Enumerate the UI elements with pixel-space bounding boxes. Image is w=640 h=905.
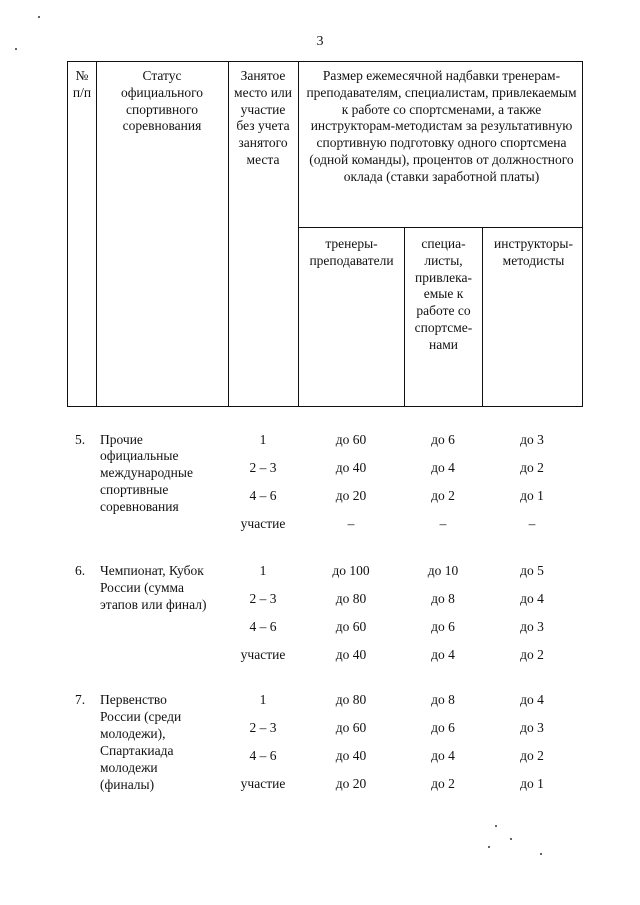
header-specialists: специа-листы, привлека-емые к работе со спортсме-нами bbox=[414, 236, 473, 352]
cell-specialists: до 6 bbox=[431, 619, 455, 634]
row-number: 7. bbox=[75, 692, 86, 707]
row-status: Чемпионат, Кубок bbox=[100, 563, 204, 578]
cell-place: участие bbox=[240, 776, 286, 791]
cell-specialists: до 2 bbox=[431, 776, 455, 791]
cell-trainers: до 40 bbox=[335, 647, 367, 662]
cell-place: 1 bbox=[259, 563, 267, 578]
header-place: Занятое место или участие без учета занятого места bbox=[234, 68, 292, 167]
cell-place: 4 – 6 bbox=[249, 748, 277, 763]
row-divider bbox=[298, 227, 582, 228]
row-status: молодежи), bbox=[100, 726, 166, 741]
row-status: спортивные bbox=[100, 482, 169, 497]
cell-instructors: – bbox=[528, 516, 536, 531]
cell-instructors: до 2 bbox=[520, 460, 544, 475]
cell-trainers: до 40 bbox=[335, 460, 367, 475]
cell-place: 4 – 6 bbox=[249, 619, 277, 634]
cell-instructors: до 1 bbox=[520, 776, 544, 791]
row-status: России (среди bbox=[100, 709, 182, 724]
row-status: молодежи bbox=[100, 760, 158, 775]
cell-instructors: до 5 bbox=[520, 563, 544, 578]
cell-place: 2 – 3 bbox=[249, 591, 277, 606]
row-status: этапов или финал) bbox=[100, 597, 207, 612]
cell-specialists: до 8 bbox=[431, 692, 455, 707]
cell-trainers: до 60 bbox=[335, 432, 367, 447]
cell-trainers: до 60 bbox=[335, 619, 367, 634]
row-status: Прочие bbox=[100, 432, 143, 447]
row-status: международные bbox=[100, 465, 193, 480]
cell-instructors: до 1 bbox=[520, 488, 544, 503]
header-instructors: инструкторы-методисты bbox=[494, 236, 573, 268]
cell-instructors: до 4 bbox=[520, 591, 544, 606]
cell-trainers: до 20 bbox=[335, 488, 367, 503]
row-status: официальные bbox=[100, 448, 179, 463]
row-status: (финалы) bbox=[100, 777, 155, 792]
cell-trainers: до 80 bbox=[335, 692, 367, 707]
row-number: 5. bbox=[75, 432, 86, 447]
cell-place: участие bbox=[240, 647, 286, 662]
cell-specialists: до 6 bbox=[431, 432, 455, 447]
col-divider bbox=[482, 227, 483, 406]
scan-speck bbox=[38, 16, 40, 18]
cell-specialists: до 8 bbox=[431, 591, 455, 606]
cell-specialists: до 10 bbox=[427, 563, 459, 578]
row-number: 6. bbox=[75, 563, 86, 578]
row-status: Спартакиада bbox=[100, 743, 174, 758]
cell-place: 2 – 3 bbox=[249, 460, 277, 475]
scan-speck bbox=[540, 853, 542, 855]
cell-place: 1 bbox=[259, 692, 267, 707]
row-status: России (сумма bbox=[100, 580, 184, 595]
scan-speck bbox=[488, 846, 490, 848]
cell-instructors: до 3 bbox=[520, 619, 544, 634]
cell-trainers: до 80 bbox=[335, 591, 367, 606]
cell-trainers: до 100 bbox=[332, 563, 370, 578]
cell-place: 1 bbox=[259, 432, 267, 447]
cell-trainers: до 60 bbox=[335, 720, 367, 735]
header-size: Размер ежемесячной надбавки тренерам-преподавателям, специалистам, привлекаемым к работе со спортсменами, а также инструкторам-методистам за результативную спортивную подготовку одного спортсмена (одной команды), процентов от должностного оклада (ставки заработной платы) bbox=[306, 68, 577, 184]
cell-instructors: до 4 bbox=[520, 692, 544, 707]
scan-speck bbox=[15, 48, 17, 50]
cell-specialists: – bbox=[439, 516, 447, 531]
cell-trainers: – bbox=[347, 516, 355, 531]
cell-specialists: до 4 bbox=[431, 647, 455, 662]
cell-instructors: до 3 bbox=[520, 720, 544, 735]
col-divider bbox=[96, 62, 97, 406]
table-header bbox=[67, 61, 583, 407]
cell-place: 2 – 3 bbox=[249, 720, 277, 735]
header-trainers: тренеры-преподаватели bbox=[309, 236, 394, 268]
cell-instructors: до 2 bbox=[520, 647, 544, 662]
row-status: Первенство bbox=[100, 692, 167, 707]
cell-instructors: до 3 bbox=[520, 432, 544, 447]
col-divider bbox=[404, 227, 405, 406]
cell-trainers: до 20 bbox=[335, 776, 367, 791]
cell-trainers: до 40 bbox=[335, 748, 367, 763]
row-status: соревнования bbox=[100, 499, 179, 514]
cell-specialists: до 2 bbox=[431, 488, 455, 503]
scan-speck bbox=[510, 838, 512, 840]
cell-specialists: до 6 bbox=[431, 720, 455, 735]
cell-place: 4 – 6 bbox=[249, 488, 277, 503]
header-num: № п/п bbox=[72, 68, 92, 100]
col-divider bbox=[228, 62, 229, 406]
cell-instructors: до 2 bbox=[520, 748, 544, 763]
page-number: 3 bbox=[316, 34, 324, 49]
scan-speck bbox=[495, 825, 497, 827]
cell-place: участие bbox=[240, 516, 286, 531]
cell-specialists: до 4 bbox=[431, 460, 455, 475]
header-status: Статус официального спортивного соревнования bbox=[120, 68, 204, 134]
col-divider bbox=[298, 62, 299, 406]
cell-specialists: до 4 bbox=[431, 748, 455, 763]
